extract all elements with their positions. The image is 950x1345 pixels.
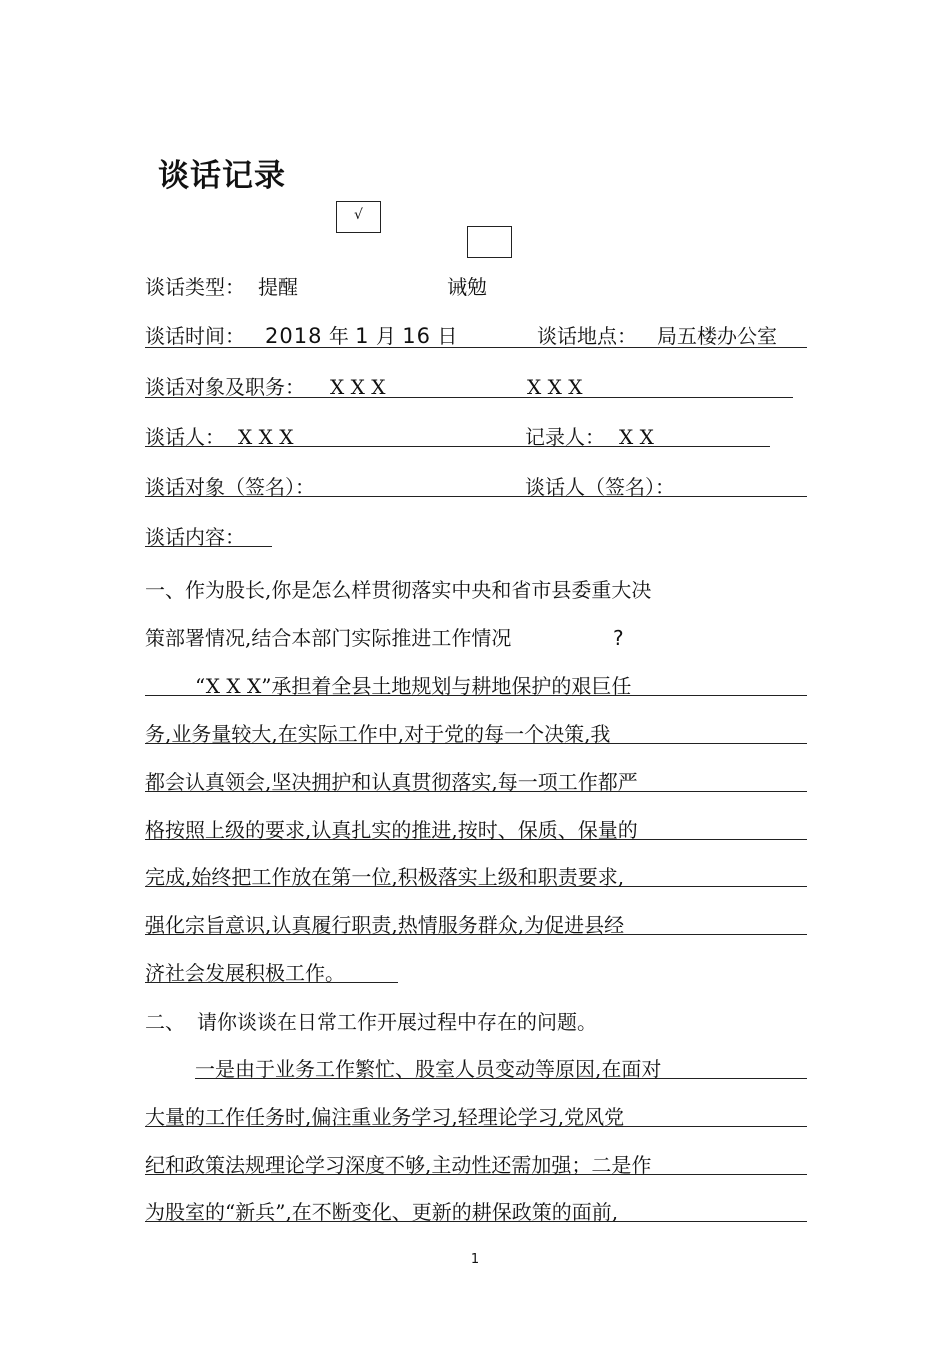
page-title: 谈话记录 [158, 158, 286, 194]
answer-2-underline-1 [195, 1078, 807, 1079]
answer-1-underline-2 [145, 743, 807, 744]
answer-1-line-6: 强化宗旨意识,认真履行职责,热情服务群众,为促进县经 [145, 913, 625, 937]
question-1-line-1: 一、作为股长,你是怎么样贯彻落实中央和省市县委重大决 [145, 578, 652, 602]
checkbox-remind[interactable] [336, 201, 381, 233]
subject-position: X X X [527, 375, 583, 399]
answer-2-line-1: 一是由于业务工作繁忙、股室人员变动等原因,在面对 [195, 1057, 662, 1081]
time-year-unit: 年 [328, 324, 349, 348]
interviewer-row-underline [145, 446, 770, 447]
answer-1-underline-4 [145, 839, 807, 840]
answer-2-line-3: 纪和政策法规理论学习深度不够,主动性还需加强；二是作 [145, 1153, 652, 1177]
answer-1-underline-3 [145, 791, 807, 792]
answer-1-underline-1 [145, 695, 807, 696]
subject-name: X X X [330, 375, 386, 399]
type-option-admonish: 诫勉 [447, 275, 487, 299]
check-mark-icon: √ [354, 207, 363, 223]
type-option-remind: 提醒 [258, 275, 298, 299]
question-mark: ? [613, 626, 624, 650]
time-month-unit: 月 [375, 324, 396, 348]
time-month: 1 [355, 324, 370, 348]
question-2-text: 请你谈谈在日常工作开展过程中存在的问题。 [197, 1010, 597, 1034]
answer-2-line-4: 为股室的“新兵”,在不断变化、更新的耕保政策的面前, [145, 1200, 619, 1224]
answer-1-underline-7 [145, 982, 398, 983]
content-label: 谈话内容： [145, 525, 245, 549]
answer-1-line-7: 济社会发展积极工作。 [145, 961, 345, 985]
answer-2-underline-3 [145, 1174, 807, 1175]
checkbox-admonish[interactable] [467, 226, 512, 258]
answer-1-line-4: 格按照上级的要求,认真扎实的推进,按时、保质、保量的 [145, 818, 638, 842]
answer-2-underline-4 [145, 1221, 807, 1222]
answer-1-line-3: 都会认真领会,坚决拥护和认真贯彻落实,每一项工作都严 [145, 770, 638, 794]
time-day: 16 [402, 324, 431, 348]
subject-sign-label: 谈话对象（签名）： [145, 475, 315, 499]
time-value [265, 323, 457, 349]
answer-2-underline-2 [145, 1126, 807, 1127]
subject-row-underline [145, 397, 793, 398]
page-number: 1 [470, 1252, 480, 1267]
interviewer-label: 谈话人： [145, 425, 225, 449]
interviewer-value: X X X [238, 425, 294, 449]
question-2-number: 二、 [145, 1010, 185, 1034]
time-label: 谈话时间： [145, 324, 245, 348]
answer-1-line-2: 务,业务量较大,在实际工作中,对于党的每一个决策,我 [145, 722, 611, 746]
recorder-value: X X [619, 425, 654, 449]
signature-row-underline [145, 496, 807, 497]
answer-1-line-1: “X X X”承担着全县土地规划与耕地保护的艰巨任 [195, 674, 632, 698]
place-value: 局五楼办公室 [657, 324, 777, 348]
subject-label: 谈话对象及职务： [145, 375, 305, 399]
time-year: 2018 [265, 324, 323, 348]
type-label: 谈话类型： [145, 275, 245, 299]
answer-1-line-5: 完成,始终把工作放在第一位,积极落实上级和职责要求, [145, 865, 625, 889]
place-label: 谈话地点： [537, 324, 637, 348]
interviewer-sign-label: 谈话人（签名）： [525, 475, 675, 499]
answer-2-line-2: 大量的工作任务时,偏注重业务学习,轻理论学习,党风党 [145, 1105, 625, 1129]
time-row-underline [145, 347, 807, 348]
recorder-label: 记录人： [525, 425, 605, 449]
time-day-unit: 日 [437, 324, 458, 348]
question-1-line-2: 策部署情况,结合本部门实际推进工作情况 [145, 626, 512, 650]
answer-1-underline-5 [145, 886, 807, 887]
answer-1-underline-6 [145, 934, 807, 935]
content-label-underline [145, 546, 272, 547]
